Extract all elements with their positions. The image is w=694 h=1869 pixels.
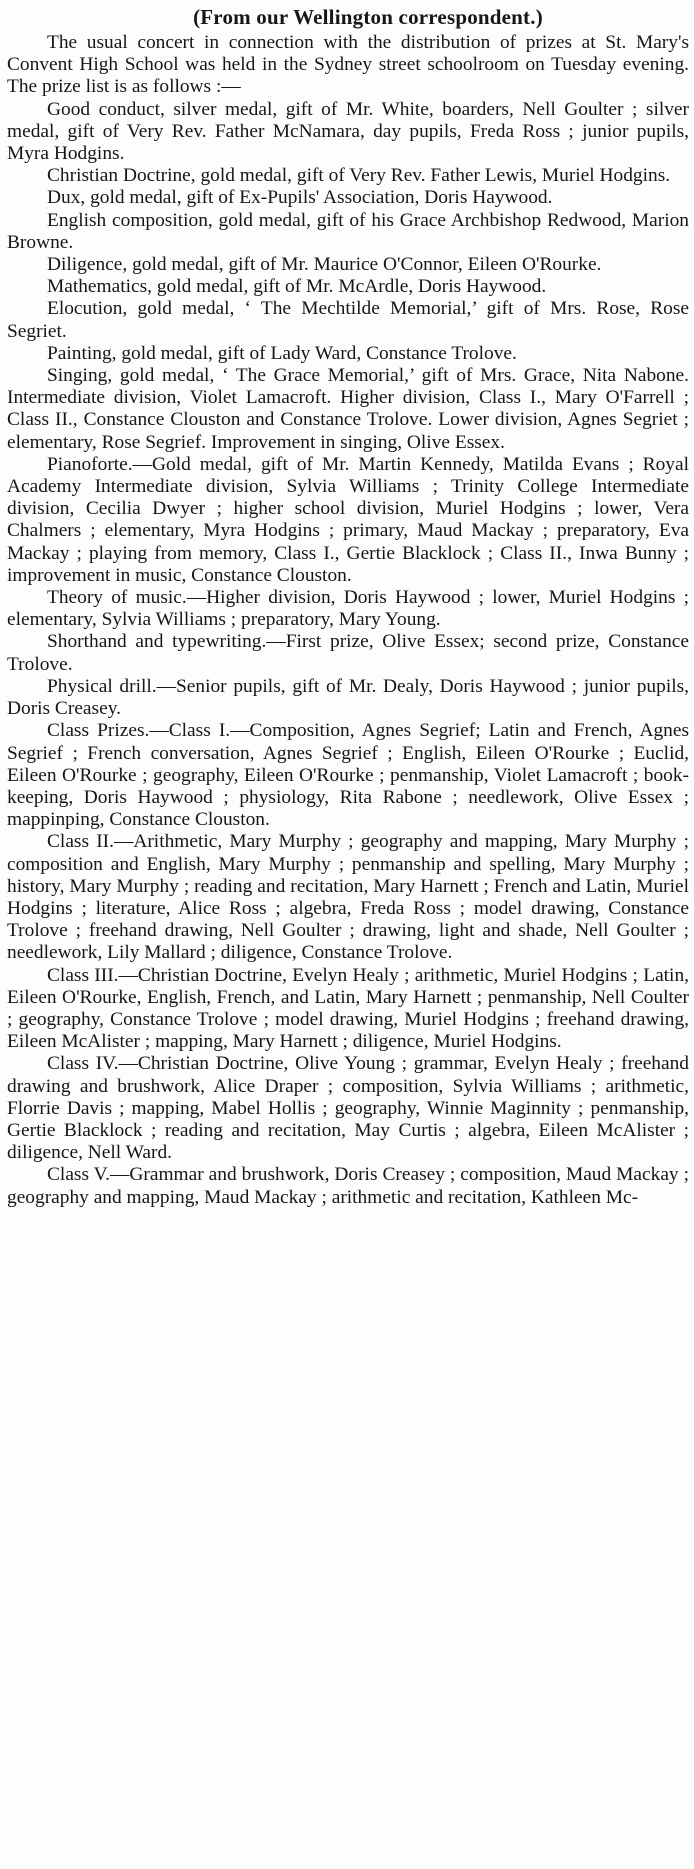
- paragraph-diligence: Diligence, gold medal, gift of Mr. Maurice O'Connor, Eileen O'Rourke.: [47, 254, 602, 276]
- article-column: [7, 2, 689, 1209]
- paragraph-elocution: Elocution, gold medal, ‘ The Mechtilde Memorial,’ gift of Mrs. Rose, Rose Segriet.: [7, 298, 689, 342]
- paragraph-class-2: Class II.—Arithmetic, Mary Murphy ; geography and mapping, Mary Murphy ; composition and English, Mary Murphy ; penmanship and spelling, Mary Murphy ; history, Mary Murphy ; reading and recitation, Mary Harnett ; French and Latin, Muriel Hodgins ; literature, Alice Ross ; algebra, Freda Ross ; model drawing, Constance Trolove ; freehand drawing, Nell Goulter ; drawing, light and shade, Nell Goulter ; needlework, Lily Mallard ; diligence, Constance Trolove.: [7, 831, 689, 964]
- paragraph-class-3: Class III.—Christian Doctrine, Evelyn Healy ; arithmetic, Muriel Hodgins ; Latin, Eileen O'Rourke, English, French, and Latin, Mary Harnett ; penmanship, Nell Coulter ; geography, Constance Trolove ; model drawing, Muriel Hodgins ; freehand drawing, Eileen McAlister ; mapping, Mary Harnett ; diligence, Muriel Hodgins.: [7, 964, 689, 1053]
- article-heading: (From our Wellington correspondent.): [193, 5, 543, 29]
- paragraph-dux: Dux, gold medal, gift of Ex-Pupils' Association, Doris Haywood.: [47, 187, 553, 209]
- paragraph-class-5: Class V.—Grammar and brushwork, Doris Creasey ; composition, Maud Mackay ; geography and mapping, Maud Mackay ; arithmetic and recitation, Kathleen Mc-: [7, 1164, 689, 1208]
- paragraph-class-4: Class IV.—Christian Doctrine, Olive Young ; grammar, Evelyn Healy ; freehand drawing and brushwork, Alice Draper ; composition, Sylvia Williams ; arithmetic, Florrie Davis ; mapping, Mabel Hollis ; geography, Winnie Maginnity ; penmanship, Gertie Blacklock ; reading and recitation, May Curtis ; algebra, Eileen McAlister ; diligence, Nell Ward.: [7, 1053, 689, 1164]
- paragraph-theory-of-music: Theory of music.—Higher division, Doris Haywood ; lower, Muriel Hodgins ; elementary, Sylvia Williams ; preparatory, Mary Young.: [7, 587, 689, 631]
- paragraph-shorthand: Shorthand and typewriting.—First prize, Olive Essex; second prize, Constance Trolove.: [7, 631, 689, 675]
- paragraph-christian-doctrine: Christian Doctrine, gold medal, gift of Very Rev. Father Lewis, Muriel Hodgins.: [47, 165, 671, 187]
- paragraph-class-1: Class Prizes.—Class I.—Composition, Agnes Segrief; Latin and French, Agnes Segrief ; French conversation, Agnes Segrief ; English, Eileen O'Rourke ; Euclid, Eileen O'Rourke ; geography, Eileen O'Rourke ; penmanship, Violet Lamacroft ; book-keeping, Doris Haywood ; physiology, Rita Rabone ; needlework, Olive Essex ; mappinping, Constance Clouston.: [7, 720, 689, 831]
- paragraph-physical-drill: Physical drill.—Senior pupils, gift of Mr. Dealy, Doris Haywood ; junior pupils, Doris Creasey.: [7, 675, 689, 720]
- paragraph-good-conduct: Good conduct, silver medal, gift of Mr. White, boarders, Nell Goulter ; silver medal, gift of Very Rev. Father McNamara, day pupils, Freda Ross ; junior pupils, Myra Hodgins.: [7, 98, 689, 165]
- paragraph-mathematics: Mathematics, gold medal, gift of Mr. McArdle, Doris Haywood.: [47, 276, 547, 298]
- paragraph-intro: The usual concert in connection with the distribution of prizes at St. Mary's Convent High School was held in the Sydney street schoolroom on Tuesday evening. The prize list is as follows :—: [7, 32, 689, 98]
- paragraph-english-composition: English composition, gold medal, gift of his Grace Archbishop Redwood, Marion Browne.: [7, 209, 689, 253]
- paragraph-painting: Painting, gold medal, gift of Lady Ward, Constance Trolove.: [47, 342, 517, 364]
- paragraph-pianoforte: Pianoforte.—Gold medal, gift of Mr. Martin Kennedy, Matilda Evans ; Royal Academy Intermediate division, Sylvia Williams ; Trinity College Intermediate division, Cecilia Dwyer ; higher school division, Muriel Hodgins ; lower, Vera Chalmers ; elementary, Myra Hodgins ; primary, Maud Mackay ; preparatory, Eva Mackay ; playing from memory, Class I., Gertie Blacklock ; Class II., Inwa Bunny ; improvement in music, Constance Clouston.: [7, 453, 689, 586]
- paragraph-singing: Singing, gold medal, ‘ The Grace Memorial,’ gift of Mrs. Grace, Nita Nabone. Intermediate division, Violet Lamacroft. Higher division, Class I., Mary O'Farrell ; Class II., Constance Clouston and Constance Trolove. Lower division, Agnes Segriet ; elementary, Rose Segrief. Improvement in singing, Olive Essex.: [7, 365, 689, 453]
